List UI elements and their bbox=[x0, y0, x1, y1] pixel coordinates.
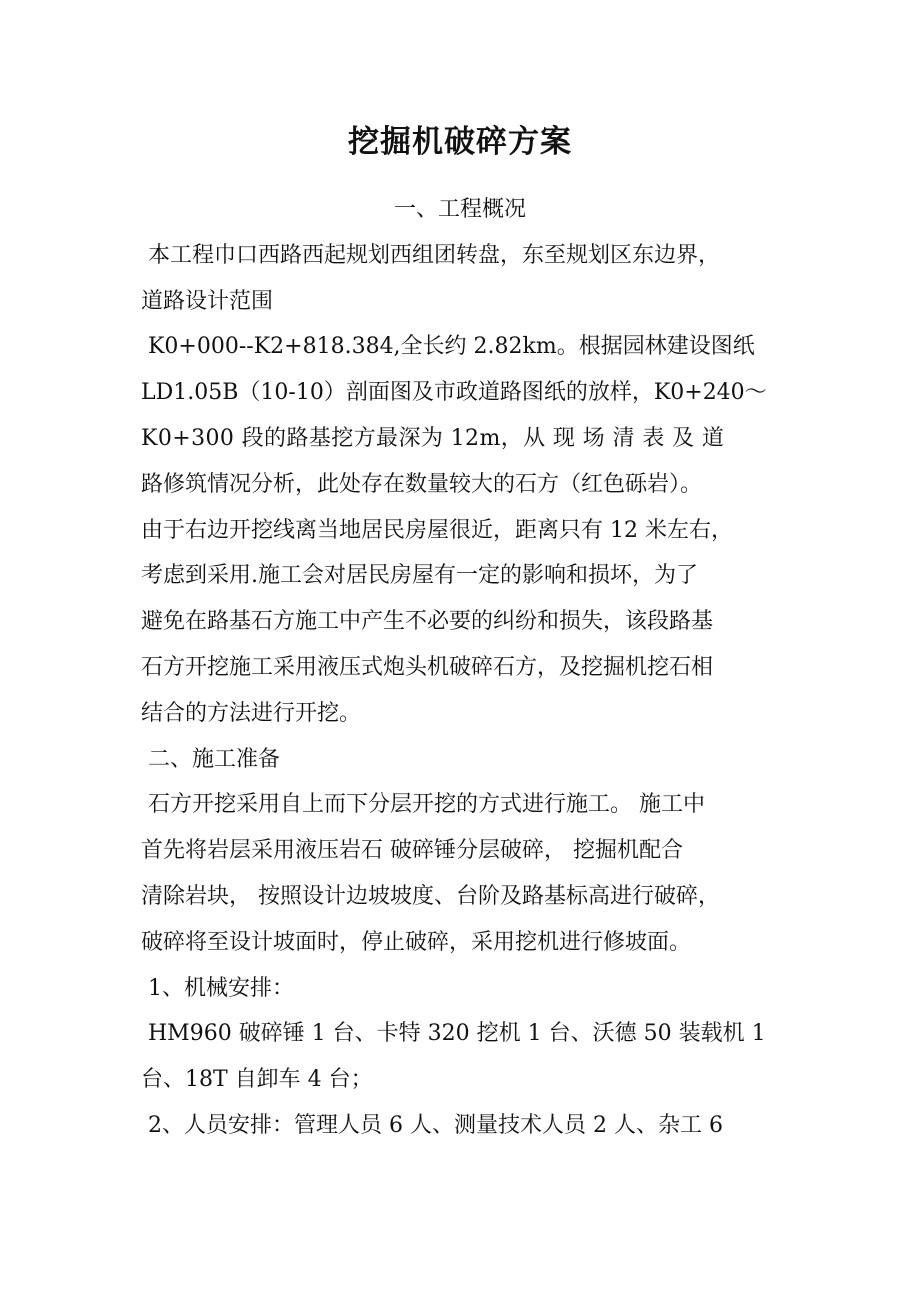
paragraph-line: 清除岩块， 按照设计边坡坡度、台阶及路基标高进行破碎， bbox=[141, 883, 720, 909]
section-heading-preparation: 二、施工准备 bbox=[141, 746, 280, 772]
paragraph-line: 由于右边开挖线离当地居民房屋很近，距离只有 12 米左右， bbox=[141, 517, 733, 543]
paragraph-line: 路修筑情况分析，此处存在数量较大的石方（红色砾岩）。 bbox=[141, 471, 703, 497]
section-heading-overview: 一、工程概况 bbox=[393, 197, 526, 222]
paragraph-line: 石方开挖采用自上而下分层开挖的方式进行施工。 施工中 bbox=[141, 792, 705, 818]
subheading-machinery: 1、机械安排： bbox=[141, 975, 294, 1001]
paragraph-line: 破碎将至设计坡面时，停止破碎，采用挖机进行修坡面。 bbox=[141, 929, 692, 955]
paragraph-line: 考虑到采用.施工会对居民房屋有一定的影响和损坏，为了 bbox=[141, 563, 698, 589]
paragraph-line: HM960 破碎锤 1 台、卡特 320 挖机 1 台、沃德 50 装载机 1 bbox=[141, 1021, 766, 1047]
subheading-personnel: 2、人员安排：管理人员 6 人、测量技术人员 2 人、杂工 6 bbox=[141, 1112, 723, 1138]
paragraph-line: K0+300 段的路基挖方最深为 12m，从 现 场 清 表 及 道 bbox=[141, 425, 725, 451]
paragraph-line: 石方开挖施工采用液压式炮头机破碎石方，及挖掘机挖石相 bbox=[141, 654, 714, 680]
paragraph-line: K0+000--K2+818.384,全长约 2.82km。根据园林建设图纸 bbox=[141, 334, 755, 360]
paragraph-line: 首先将岩层采用液压岩石 破碎锤分层破碎， 挖掘机配合 bbox=[141, 838, 683, 864]
paragraph-line: 避免在路基石方施工中产生不必要的纠纷和损失，该段路基 bbox=[141, 609, 714, 635]
document-title: 挖掘机破碎方案 bbox=[348, 124, 572, 160]
document-body bbox=[141, 187, 791, 1149]
paragraph-line: 结合的方法进行开挖。 bbox=[141, 700, 362, 726]
paragraph-line: 道路设计范围 bbox=[141, 288, 274, 314]
paragraph-line: 本工程巾口西路西起规划西组团转盘，东至规划区东边界， bbox=[141, 242, 720, 268]
paragraph-line: 台、18T 自卸车 4 台； bbox=[141, 1067, 373, 1093]
paragraph-line: LD1.05B（10-10）剖面图及市政道路图纸的放样，K0+240～ bbox=[141, 380, 767, 406]
